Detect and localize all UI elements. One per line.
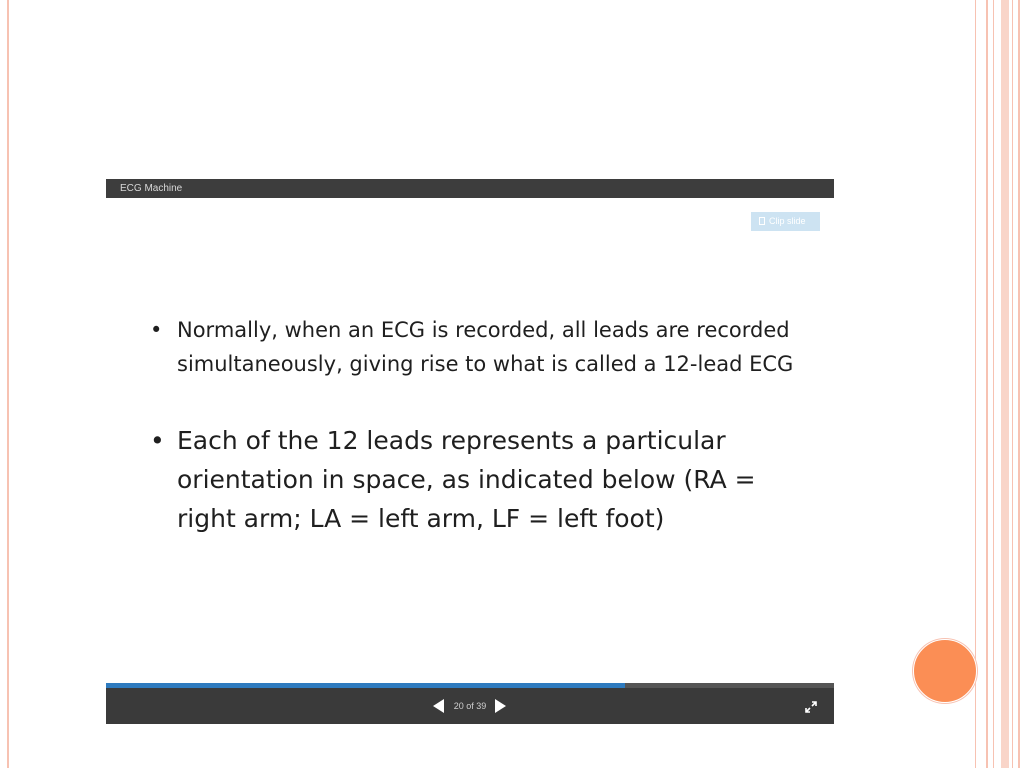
page-counter: 20 of 39 bbox=[453, 701, 487, 711]
bullet-dot: • bbox=[150, 318, 163, 342]
viewer-title[interactable]: ECG Machine bbox=[120, 183, 183, 194]
frame-line-right bbox=[975, 0, 976, 768]
expand-arrows-icon[interactable] bbox=[805, 701, 817, 713]
decorative-orange-circle bbox=[913, 639, 977, 703]
progress-bar[interactable] bbox=[106, 683, 834, 688]
frame-line-left bbox=[7, 0, 9, 768]
clip-slide-label: Clip slide bbox=[769, 216, 806, 226]
viewer-control-bar bbox=[106, 683, 834, 724]
bullet-dot: • bbox=[150, 426, 165, 455]
triangle-left-icon[interactable] bbox=[433, 699, 444, 713]
bullet-text: Each of the 12 leads represents a particular orientation in space, as indicated below (RA = right arm; LA = left arm, LF = left foot) bbox=[177, 426, 756, 533]
frame-line-right bbox=[1012, 0, 1013, 768]
progress-bar-fill bbox=[106, 683, 625, 688]
frame-band-right bbox=[1001, 0, 1009, 768]
frame-line-right bbox=[993, 0, 994, 768]
clipboard-icon bbox=[759, 217, 765, 225]
triangle-right-icon[interactable] bbox=[495, 699, 506, 713]
bullet-text: Normally, when an ECG is recorded, all leads are recorded simultaneously, giving rise to what is called a 12-lead ECG bbox=[177, 318, 794, 376]
clip-slide-button[interactable] bbox=[751, 212, 820, 231]
frame-line-right bbox=[986, 0, 988, 768]
frame-line-right bbox=[1018, 0, 1020, 768]
slide-viewer bbox=[106, 179, 834, 724]
viewer-header-bar bbox=[106, 179, 834, 198]
